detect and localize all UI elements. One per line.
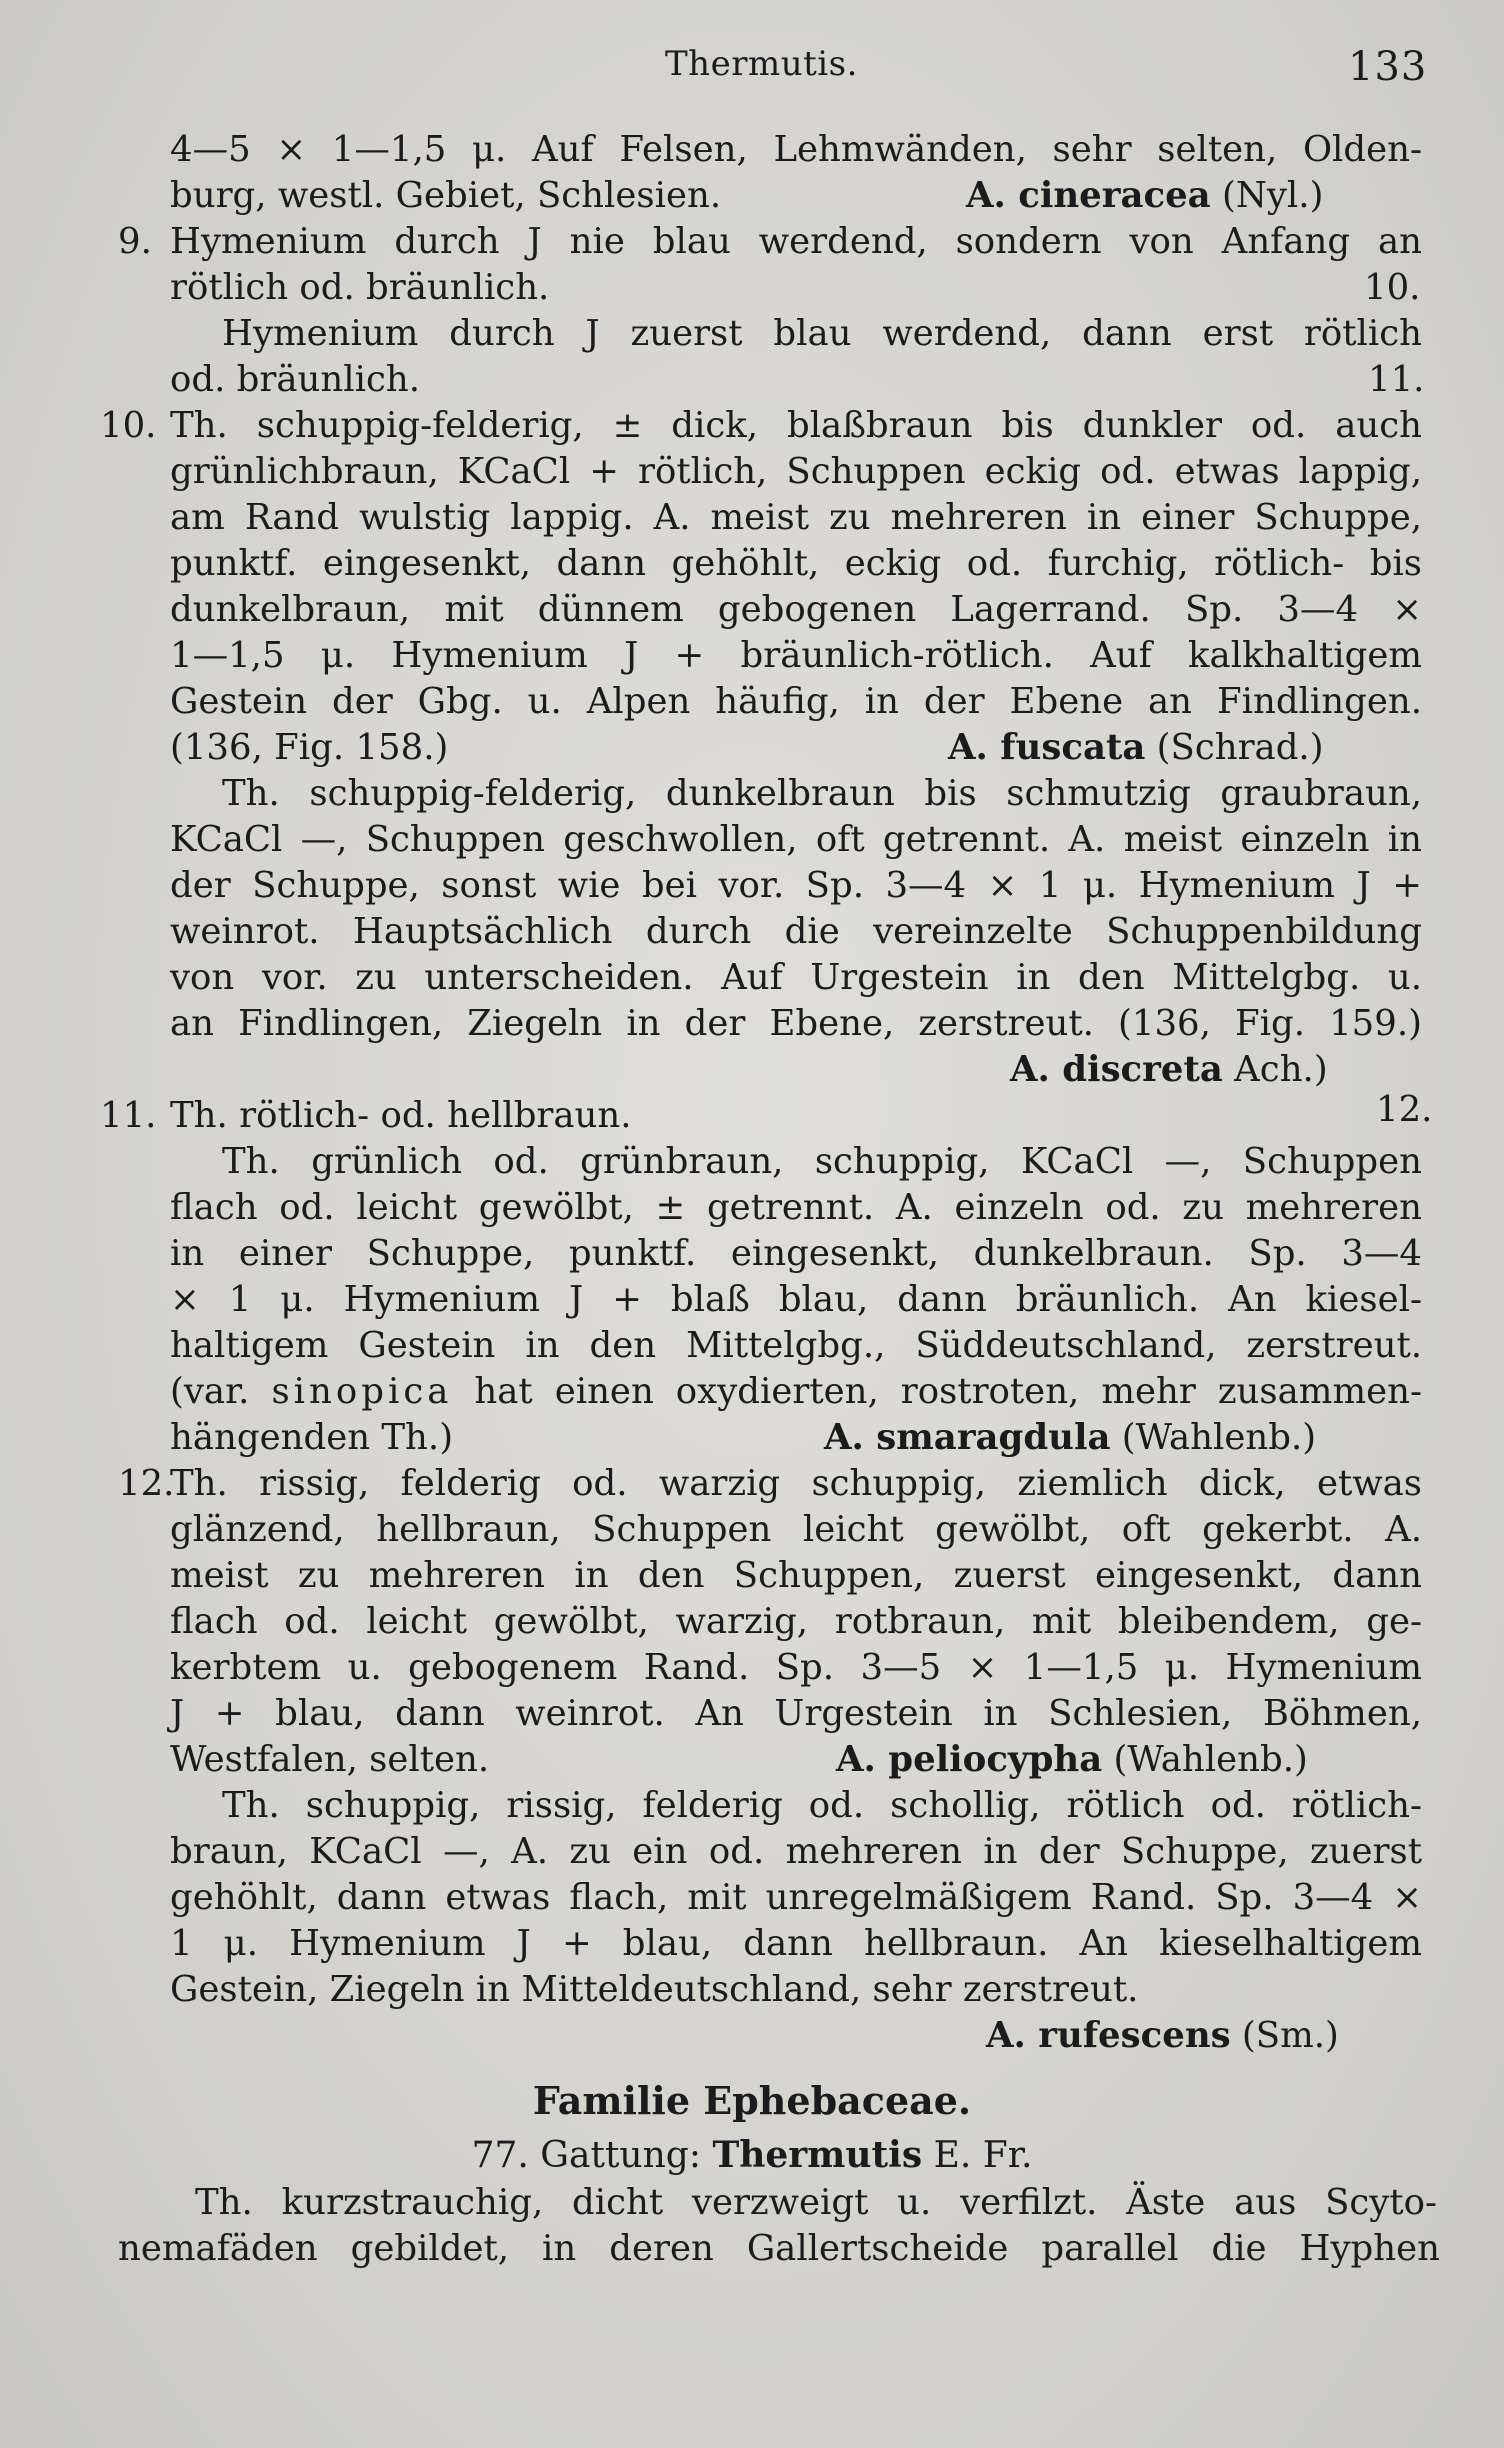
- species-entry: [986, 2014, 1339, 2058]
- text-line: 1 μ. Hymenium J + blau, dann hellbraun. An kieselhaltigem: [170, 1923, 1422, 1964]
- species-author: (Schrad.): [1156, 727, 1324, 768]
- species-name: A. smaragdula: [824, 1417, 1111, 1458]
- text-line: gehöhlt, dann etwas flach, mit unregelmäßigem Rand. Sp. 3—4 ×: [170, 1877, 1422, 1918]
- line-text: Westfalen, selten.: [170, 1739, 490, 1780]
- key-reference: 10.: [1364, 267, 1421, 308]
- running-title: Thermutis.: [665, 44, 858, 84]
- text-line: J + blau, dann weinrot. An Urgestein in Schlesien, Böhmen,: [170, 1693, 1422, 1734]
- text-line: Th. kurzstrauchig, dicht verzweigt u. verfilzt. Äste aus Scyto-: [195, 2182, 1437, 2223]
- variety-name: sinopica: [271, 1371, 453, 1412]
- text-line: Th. grünlich od. grünbraun, schuppig, KCaCl —, Schuppen: [222, 1141, 1422, 1182]
- genus-name: Thermutis: [712, 2134, 923, 2176]
- species-name: A. fuscata: [948, 727, 1146, 768]
- line-text: burg, westl. Gebiet, Schlesien.: [170, 175, 722, 216]
- text-line: punktf. eingesenkt, dann gehöhlt, eckig od. furchig, rötlich- bis: [170, 543, 1422, 584]
- species-entry: [824, 1416, 1316, 1460]
- genus-author: E. Fr.: [933, 2135, 1033, 2176]
- text-line: od. bräunlich.: [170, 359, 420, 400]
- key-reference: 11.: [1368, 359, 1425, 400]
- species-name: A. cineracea: [966, 175, 1211, 216]
- key-number: 12.: [118, 1463, 175, 1504]
- text-line: meist zu mehreren in den Schuppen, zuerst eingesenkt, dann: [170, 1555, 1422, 1596]
- genus-heading: [0, 2134, 1504, 2176]
- key-number: 10.: [100, 405, 157, 446]
- text-line: glänzend, hellbraun, Schuppen leicht gewölbt, oft gekerbt. A.: [170, 1509, 1422, 1550]
- text-line: Th. schuppig-felderig, dunkelbraun bis schmutzig graubraun,: [222, 773, 1422, 814]
- text-line: weinrot. Hauptsächlich durch die vereinzelte Schuppenbildung: [170, 911, 1422, 952]
- text-line: grünlichbraun, KCaCl + rötlich, Schuppen eckig od. etwas lappig,: [170, 451, 1422, 492]
- text-line: Th. schuppig-felderig, ± dick, blaßbraun bis dunkler od. auch: [170, 405, 1422, 446]
- species-entry: [966, 174, 1323, 218]
- text-line: haltigem Gestein in den Mittelgbg., Süddeutschland, zerstreut.: [170, 1325, 1422, 1366]
- text-line: kerbtem u. gebogenem Rand. Sp. 3—5 × 1—1,5 μ. Hymenium: [170, 1647, 1422, 1688]
- text-line: [170, 1370, 1422, 1416]
- species-author: (Nyl.): [1221, 175, 1324, 216]
- text-line: flach od. leicht gewölbt, ± getrennt. A. einzeln od. zu mehreren: [170, 1187, 1422, 1228]
- text-line: flach od. leicht gewölbt, warzig, rotbraun, mit bleibendem, ge-: [170, 1601, 1422, 1642]
- text-line: × 1 μ. Hymenium J + blaß blau, dann bräunlich. An kiesel-: [170, 1279, 1422, 1320]
- species-entry: [948, 726, 1324, 770]
- species-entry: [836, 1738, 1308, 1782]
- key-number: 9.: [118, 221, 152, 262]
- species-name: A. discreta: [1010, 1049, 1223, 1090]
- page-number: 133: [1348, 44, 1428, 90]
- key-reference: 12.: [1376, 1089, 1433, 1130]
- text-line: nemafäden gebildet, in deren Gallertscheide parallel die Hyphen: [118, 2228, 1440, 2269]
- text-line: Gestein der Gbg. u. Alpen häufig, in der Ebene an Findlingen.: [170, 681, 1422, 722]
- text-line: Th. schuppig, rissig, felderig od. schollig, rötlich od. rötlich-: [222, 1785, 1422, 1826]
- text-line: braun, KCaCl —, A. zu ein od. mehreren in der Schuppe, zuerst: [170, 1831, 1422, 1872]
- text-line: an Findlingen, Ziegeln in der Ebene, zerstreut. (136, Fig. 159.): [170, 1003, 1422, 1044]
- text-line: Th. rissig, felderig od. warzig schuppig, ziemlich dick, etwas: [170, 1463, 1422, 1504]
- species-name: A. peliocypha: [836, 1739, 1103, 1780]
- line-text: (136, Fig. 158.): [170, 727, 449, 768]
- text-line: dunkelbraun, mit dünnem gebogenen Lagerrand. Sp. 3—4 ×: [170, 589, 1422, 630]
- species-entry: [1010, 1048, 1328, 1092]
- text-line: Th. rötlich- od. hellbraun.: [170, 1095, 632, 1136]
- text-line: Hymenium durch J zuerst blau werdend, dann erst rötlich: [222, 313, 1422, 354]
- text-line: in einer Schuppe, punktf. eingesenkt, dunkelbraun. Sp. 3—4: [170, 1233, 1422, 1274]
- text-line: KCaCl —, Schuppen geschwollen, oft getrennt. A. meist einzeln in: [170, 819, 1422, 860]
- species-author: (Wahlenb.): [1121, 1417, 1317, 1458]
- text-line: der Schuppe, sonst wie bei vor. Sp. 3—4 × 1 μ. Hymenium J +: [170, 865, 1422, 906]
- text-line: von vor. zu unterscheiden. Auf Urgestein in den Mittelgbg. u.: [170, 957, 1422, 998]
- genus-prefix: 77. Gattung:: [471, 2135, 701, 2176]
- running-head: [0, 44, 1504, 94]
- species-author: (Wahlenb.): [1113, 1739, 1308, 1780]
- text-line: rötlich od. bräunlich.: [170, 267, 550, 308]
- text-line: Hymenium durch J nie blau werdend, sondern von Anfang an: [170, 221, 1422, 262]
- text-line: am Rand wulstig lappig. A. meist zu mehreren in einer Schuppe,: [170, 497, 1422, 538]
- text-line: 1—1,5 μ. Hymenium J + bräunlich-rötlich. Auf kalkhaltigem: [170, 635, 1422, 676]
- line-text: hängenden Th.): [170, 1417, 454, 1458]
- species-name: A. rufescens: [986, 2015, 1231, 2056]
- key-number: 11.: [100, 1095, 157, 1136]
- family-heading: Familie Ephebaceae.: [532, 2078, 972, 2123]
- line-text: (var.: [170, 1371, 250, 1412]
- species-author: (Sm.): [1241, 2015, 1339, 2056]
- line-text: hat einen oxydierten, rostroten, mehr zusammen-: [474, 1371, 1422, 1412]
- species-author: Ach.): [1234, 1049, 1328, 1090]
- text-line: Gestein, Ziegeln in Mitteldeutschland, sehr zerstreut.: [170, 1969, 1139, 2010]
- text-line: 4—5 × 1—1,5 μ. Auf Felsen, Lehmwänden, sehr selten, Olden-: [170, 129, 1422, 170]
